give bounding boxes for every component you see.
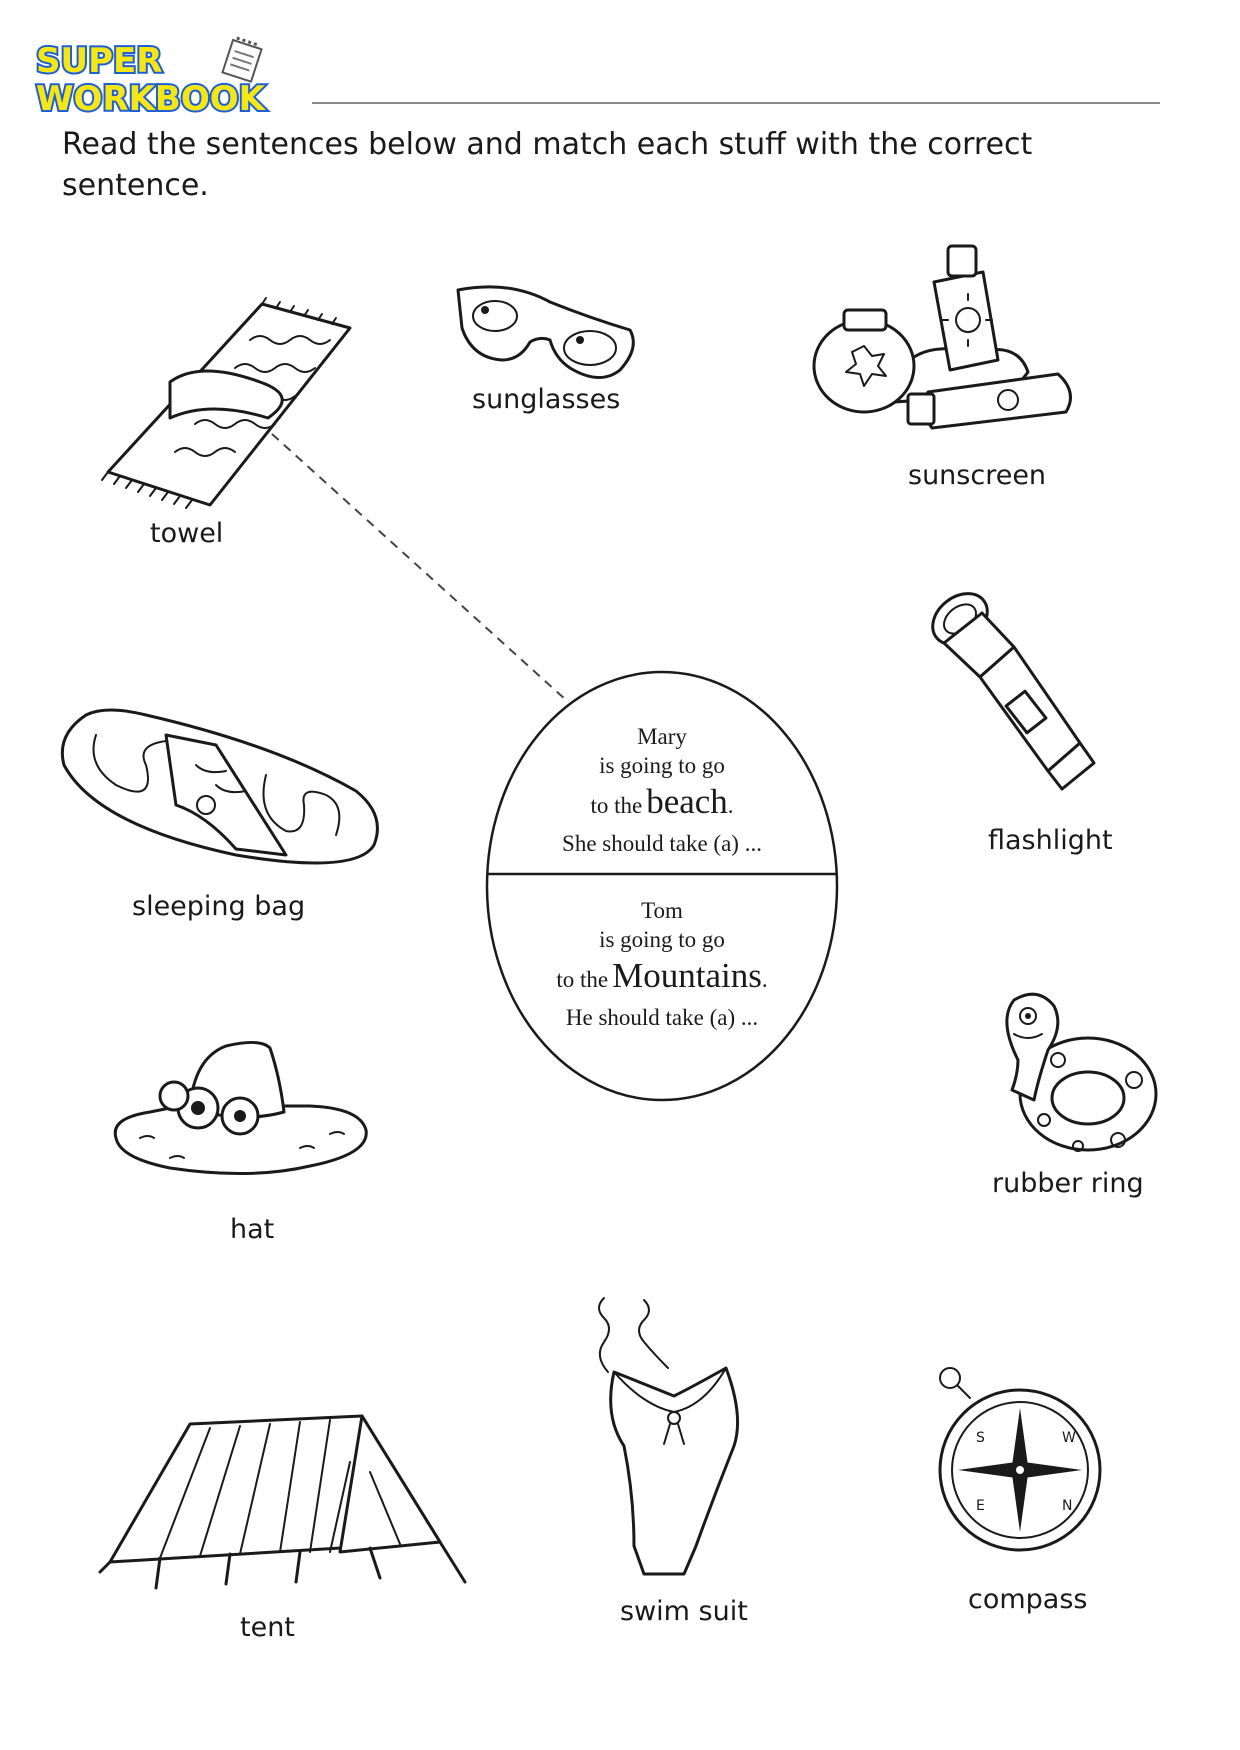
tent-item[interactable] [100,1412,470,1662]
sentence-top-line3 [482,780,842,831]
sentence-top-line2: is going to go [599,753,725,778]
sentence-top-name: Mary [637,724,687,749]
sunglasses-item[interactable] [450,278,650,418]
sentence-bottom-line3 [482,954,842,1005]
towel-label: towel [150,518,224,549]
sentence-bottom-line2: is going to go [599,927,725,952]
compass-letter-n: N [1062,1498,1073,1514]
compass-letter-w: W [1062,1430,1076,1446]
sentence-top[interactable] [482,722,842,857]
logo-line-workbook: WORKBOOK [36,79,266,116]
tent-illustration [100,1412,470,1602]
sunscreen-item[interactable] [808,242,1088,492]
logo-line-super: SUPER [36,41,163,81]
sunglasses-label: sunglasses [472,384,621,415]
sentence-top-period: . [727,793,734,818]
sentence-bottom-place: Mountains [612,956,762,995]
sentence-bottom-period: . [761,967,768,992]
sentence-bottom[interactable] [482,896,842,1031]
sunscreen-illustration [808,242,1088,442]
swim-suit-item[interactable] [584,1296,764,1646]
hat-item[interactable] [110,1038,370,1258]
instructions-text: Read the sentences below and match each stuff with the correct sentence. [62,127,1033,203]
swim-suit-label: swim suit [620,1596,748,1627]
rubber-ring-label: rubber ring [992,1168,1144,1199]
sentence-top-place: beach [646,782,728,821]
compass-label: compass [968,1584,1088,1615]
sentence-top-line4: She should take (a) ... [562,831,762,856]
sleeping-bag-item[interactable] [56,705,396,945]
towel-illustration [100,300,360,510]
sentence-oval [482,666,842,1106]
hat-label: hat [230,1214,275,1245]
sentence-top-prefix: to the [590,793,643,818]
compass-item[interactable] [910,1358,1110,1628]
flashlight-item[interactable] [930,585,1120,865]
sentence-bottom-name: Tom [641,898,683,923]
swim-suit-illustration [584,1296,754,1586]
sunglasses-illustration [450,278,650,388]
hat-illustration [110,1038,370,1198]
compass-letter-s: S [976,1430,985,1446]
sentence-bottom-line4: He should take (a) ... [565,1005,759,1030]
sleeping-bag-illustration [56,705,396,875]
sentence-bottom-prefix: to the [556,967,609,992]
sunscreen-label: sunscreen [908,460,1047,491]
tent-label: tent [240,1612,295,1643]
compass-illustration [910,1358,1110,1558]
flashlight-illustration [930,585,1110,785]
compass-letter-e: E [976,1498,985,1514]
towel-item[interactable] [100,300,360,549]
rubber-ring-illustration [978,990,1158,1170]
flashlight-label: flashlight [988,825,1113,856]
rubber-ring-item[interactable] [978,990,1168,1220]
sleeping-bag-label: sleeping bag [132,891,306,922]
